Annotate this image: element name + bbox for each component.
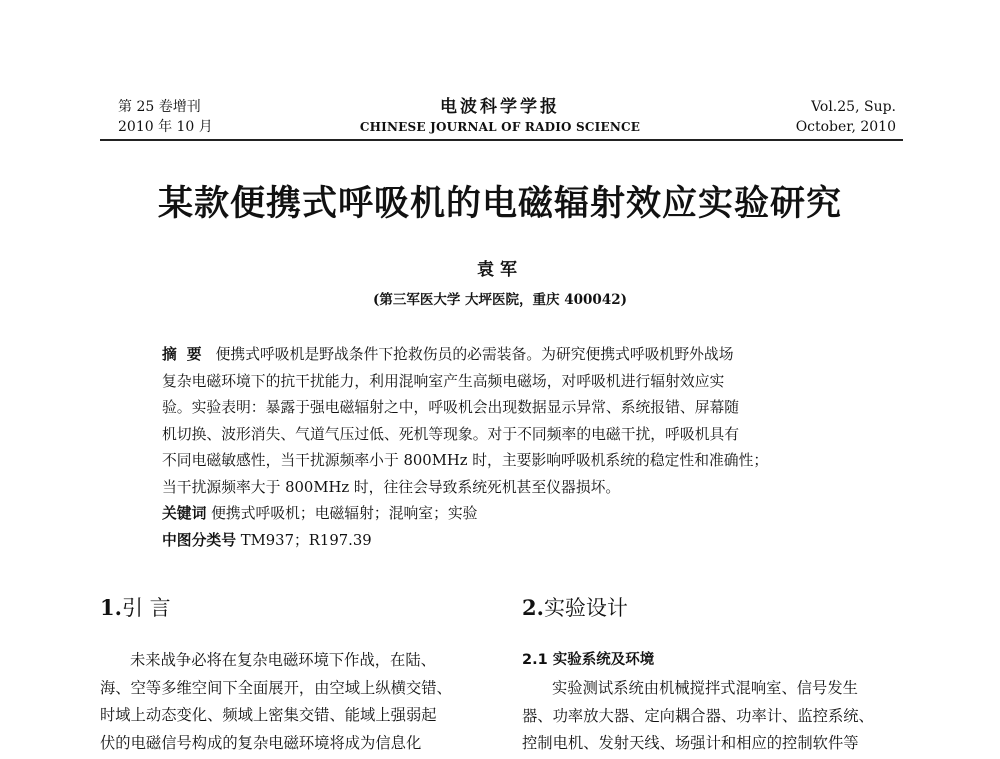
journal-name-en: CHINESE JOURNAL OF RADIO SCIENCE xyxy=(359,120,641,134)
abstract-line: 不同电磁敏感性，当干扰源频率小于 800MHz 时，主要影响呼吸机系统的稳定性和准确性； xyxy=(162,452,769,469)
body-line: 海、空等多维空间下全面展开，由空域上纵横交错、 xyxy=(100,678,452,697)
paper-title: 某款便携式呼吸机的电磁辐射效应实验研究 xyxy=(157,184,842,224)
abstract-line: 复杂电磁环境下的抗干扰能力，利用混响室产生高频电磁场，对呼吸机进行辐射效应实 xyxy=(162,372,725,390)
experiment-body xyxy=(522,675,914,758)
abstract-label: 摘要 xyxy=(162,346,212,363)
keywords xyxy=(162,501,872,528)
abstract-block xyxy=(162,342,872,554)
section-number: 2. xyxy=(522,595,544,620)
header-date: 2010 年 10 月 xyxy=(118,119,213,135)
section-heading-experiment-design xyxy=(522,592,628,622)
author-name: 袁军 xyxy=(477,260,523,280)
body-line: 器、功率放大器、定向耦合器、功率计、监控系统、 xyxy=(522,706,874,725)
body-line: 未来战争必将在复杂电磁环境下作战，在陆、 xyxy=(130,651,436,669)
journal-name-cn: 电波科学学报 xyxy=(440,97,560,117)
classification xyxy=(162,528,872,555)
classification-text: TM937；R197.39 xyxy=(240,531,372,549)
header-volume-info-en xyxy=(796,97,896,137)
abstract-line: 验。实验表明：暴露于强电磁辐射之中，呼吸机会出现数据显示异常、系统报错、屏幕随 xyxy=(162,399,740,416)
section-heading-introduction xyxy=(100,592,171,622)
section-title: 实验设计 xyxy=(543,596,628,620)
author-affiliation: (第三军医大学 大坪医院，重庆 400042) xyxy=(372,292,628,308)
header-date-en: October, 2010 xyxy=(795,119,896,135)
keywords-label: 关键词 xyxy=(162,505,207,522)
body-line: 时域上动态变化、频域上密集交错、能域上强弱起 xyxy=(100,706,437,724)
header-volume: 第 25 卷增刊 xyxy=(118,99,201,115)
section-title: 引 言 xyxy=(121,596,171,620)
abstract-line: 机切换、波形消失、气道气压过低、死机等现象。对于不同频率的电磁干扰，呼吸机具有 xyxy=(162,425,740,443)
body-line: 实验测试系统由机械搅拌式混响室、信号发生 xyxy=(552,679,858,697)
header-divider xyxy=(100,139,903,141)
section-number: 1. xyxy=(100,595,122,620)
header-volume-en: Vol.25, Sup. xyxy=(811,99,896,115)
abstract-line: 当干扰源频率大于 800MHz 时，往往会导致系统死机甚至仪器损坏。 xyxy=(162,478,621,496)
keywords-text: 便携式呼吸机；电磁辐射；混响室；实验 xyxy=(211,505,478,522)
classification-label: 中图分类号 xyxy=(162,531,236,549)
body-line: 控制电机、发射天线、场强计和相应的控制软件等 xyxy=(522,734,859,752)
body-line: 伏的电磁信号构成的复杂电磁环境将成为信息化 xyxy=(100,733,422,752)
introduction-body xyxy=(100,647,490,757)
subsection-heading: 2.1 实验系统及环境 xyxy=(522,652,655,668)
abstract-line: 摘要 便携式呼吸机是野战条件下抢救伤员的必需装备。为研究便携式呼吸机野外战场 xyxy=(162,346,734,363)
